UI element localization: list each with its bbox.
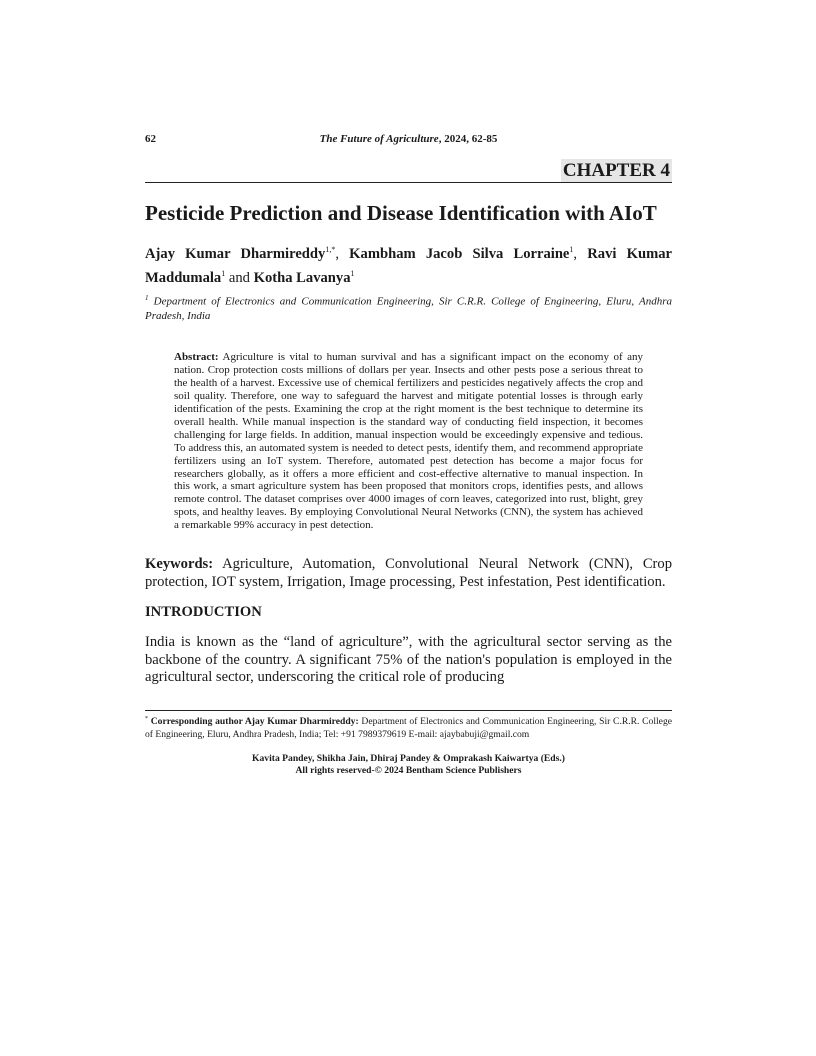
author-affiliation-mark: 1: [350, 268, 355, 278]
author-affiliation-mark: 1: [221, 268, 226, 278]
affiliation-mark: 1: [145, 293, 149, 302]
paper-page: [145, 133, 672, 776]
abstract-label: Abstract:: [174, 351, 219, 364]
keywords: [145, 556, 672, 591]
footnote-text: Department of Electronics and Communication Engineering, Sir C.R.R. College of Engineering, Eluru, Andhra Pradesh, India; Tel: +91 7989379619 E-mail: ajaybabuji@gmail.com: [145, 716, 672, 740]
author-list: [145, 240, 672, 288]
journal-citation: [145, 133, 672, 145]
footnote-label: Corresponding author Ajay Kumar Dharmireddy:: [150, 716, 359, 728]
abstract: [174, 351, 643, 532]
paper-title: Pesticide Prediction and Disease Identification with AIoT: [145, 201, 657, 225]
footnote-mark: *: [145, 716, 148, 723]
journal-title: The Future of Agriculture: [319, 133, 439, 145]
introduction-heading: INTRODUCTION: [145, 604, 262, 621]
abstract-text: Agriculture is vital to human survival and has a significant impact on the economy of any nation. Crop protection costs millions of dollars per year. Insects and other pests pose a serious threat to the health of a harvest. Excessive use of chemical fertilizers and pesticides negatively affects the crop and soil quality. Therefore, one way to safeguard the harvest and mitigate potential losses is through early identification of the pests. Examining the crop at the right moment is the best technique to determine its overall health. While manual inspection is the standard way of conducting field inspection, it becomes challenging for large fields. In addition, manual inspection would be exceedingly expensive and tedious. To address this, an automated system is needed to detect pests, identify them, and recommend appropriate fertilizers using an IoT system. Therefore, automated pest detection has become a major focus for researchers globally, as it offers a more efficient and cost-effective alternative to manual inspection. In this work, a smart agriculture system has been proposed that monitors crops, identifies pests, and allows remote control. The dataset comprises over 4000 images of corn leaves, categorized into rust, blight, grey spots, and healthy leaves. By employing Convolutional Neural Networks (CNN), the system has achieved a remarkable 99% accuracy in pest detection.: [174, 351, 643, 532]
author-name: Ajay Kumar Dharmireddy: [145, 245, 326, 262]
keywords-text: Agriculture, Automation, Convolutional Neural Network (CNN), Crop protection, IOT system, Irrigation, Image processing, Pest infestation, Pest identification.: [145, 556, 673, 590]
author-affiliation-mark: 1,*: [325, 245, 336, 254]
chapter-divider: [145, 182, 672, 183]
running-head: [145, 133, 672, 149]
affiliation-text: Department of Electronics and Communication Engineering, Sir C.R.R. College of Engineering, Eluru, Andhra Pradesh, India: [145, 295, 673, 323]
rights-line: All rights reserved-© 2024 Bentham Science Publishers: [295, 764, 522, 776]
author-separator: and: [225, 269, 254, 286]
affiliation: [145, 291, 672, 325]
page-number: 62: [145, 133, 156, 145]
chapter-row: [145, 159, 672, 182]
author-name: Kotha Lavanya: [253, 269, 351, 286]
author-name: Ravi Kumar Maddumala: [145, 245, 673, 286]
author-separator: ,: [335, 245, 350, 262]
author-separator: ,: [573, 245, 588, 262]
author-affiliation-mark: 1: [569, 245, 574, 254]
introduction-paragraph: India is known as the “land of agriculture”, with the agricultural sector serving as the backbone of the country. A significant 75% of the nation's population is employed in the agricultural sector, underscoring the critical role of producing: [145, 634, 672, 686]
author-name: Kambham Jacob Silva Lorraine: [349, 245, 570, 262]
chapter-label: CHAPTER 4: [562, 160, 670, 181]
publisher-block: [145, 753, 672, 776]
editors-line: Kavita Pandey, Shikha Jain, Dhiraj Pandey & Omprakash Kaiwartya (Eds.): [252, 753, 565, 765]
journal-details: , 2024, 62-85: [438, 133, 498, 145]
footnote-divider: [145, 710, 672, 711]
corresponding-author-footnote: [145, 713, 672, 741]
keywords-label: Keywords:: [145, 556, 214, 573]
